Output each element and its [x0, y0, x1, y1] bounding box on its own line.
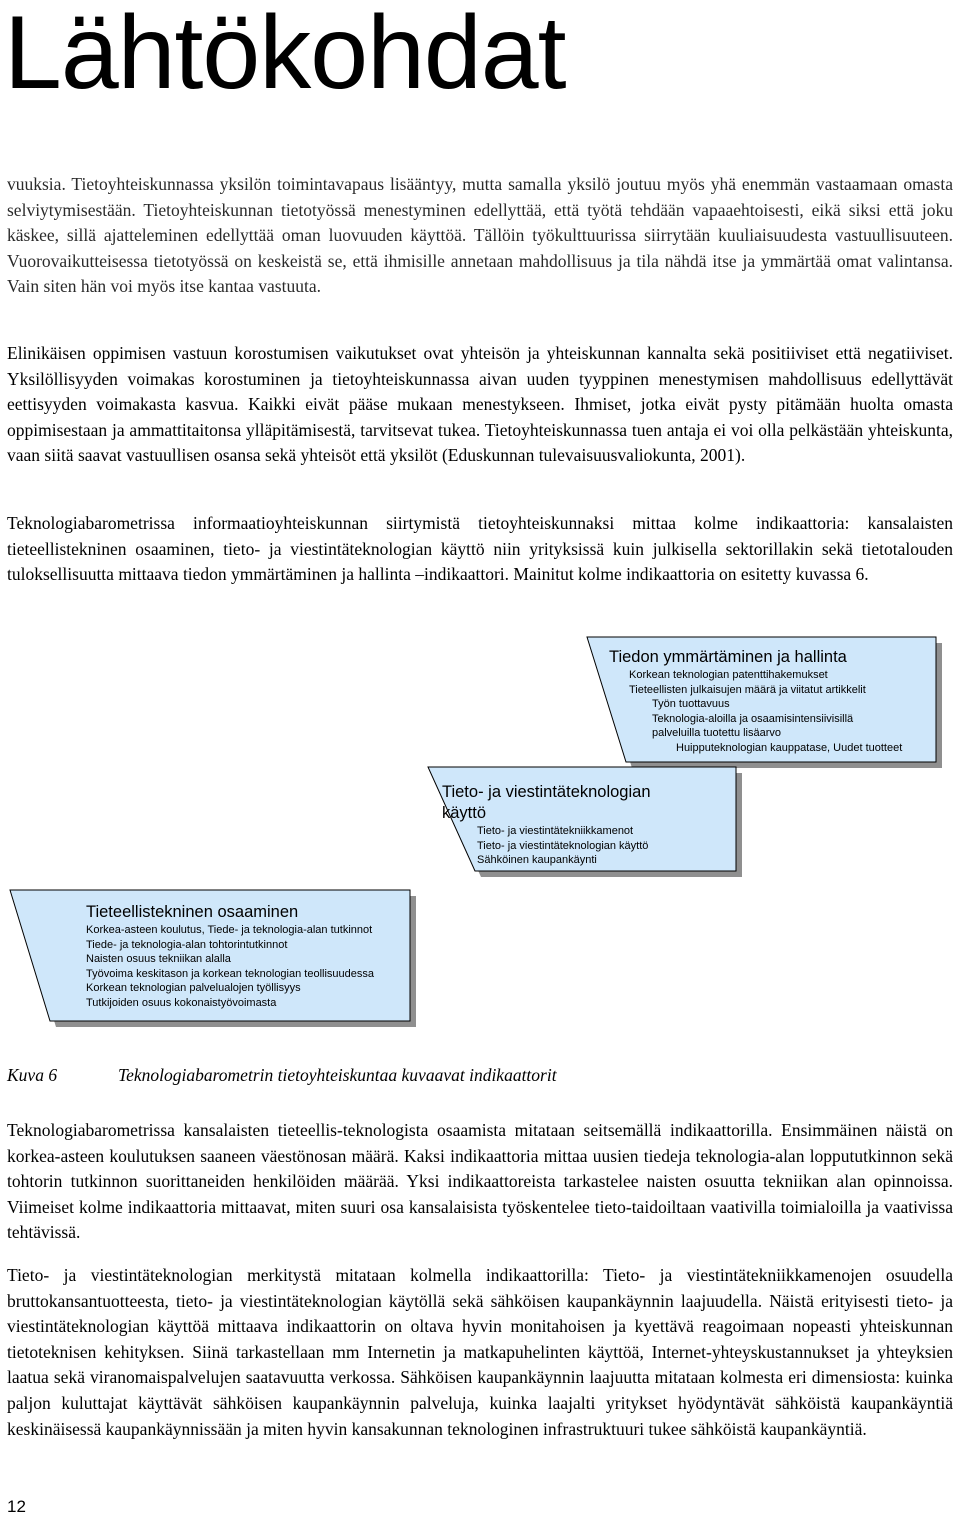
- indicator-item: Tieteellisten julkaisujen määrä ja viitatut artikkelit: [629, 683, 866, 696]
- indicator-item: Huipputeknologian kauppatase, Uudet tuotteet: [676, 741, 903, 754]
- box-understanding-title: Tiedon ymmärtäminen ja hallinta: [609, 648, 847, 666]
- indicator-item: Työvoima keskitason ja korkean teknologian teollisuudessa: [86, 967, 374, 980]
- box-competence-title: Tieteellistekninen osaaminen: [86, 903, 299, 921]
- page-number: 12: [7, 1497, 26, 1516]
- indicator-item: Teknologia-aloilla ja osaamisintensiivisillä: [652, 712, 854, 725]
- box-understanding-content: [609, 647, 902, 755]
- figure-caption-label: Kuva 6: [7, 1065, 58, 1085]
- paragraph-intro: vuuksia. Tietoyhteiskunnassa yksilön toimintavapaus lisääntyy, mutta samalla yksilö joutuu myös yhä enemmän vastaamaan omasta selviytymisestään. Tietoyhteiskunnan tietotyössä menestyminen edellyttää, että työtä tehdään vapaaehtoisesti, eikä siksi että joku käskee, sillä ajatteleminen edellyttää oman luovuuden käyttöä. Tällöin työkulttuurissa siirrytään kuuliaisuudesta vastuullisuuteen. Vuorovaikutteisessa tietotyössä on keskeistä se, että ihmisille annetaan mahdollisuus ja tila nähdä itse ja ymmärtää omat valintansa. Vain siten hän voi myös itse kantaa vastuuta.: [7, 174, 953, 297]
- page-title: Lähtökohdat: [4, 0, 566, 111]
- indicator-item: Korkean teknologian palvelualojen työllisyys: [86, 982, 301, 994]
- indicator-item: Tieto- ja viestintäteknologian käyttö: [477, 839, 649, 852]
- indicator-diagram: [0, 630, 960, 1030]
- figure-caption-text: Teknologiabarometrin tietoyhteiskuntaa kuvaavat indikaattorit: [118, 1065, 557, 1085]
- indicator-item: Sähköinen kaupankäynti: [477, 854, 597, 866]
- indicator-item: Tutkijoiden osuus kokonaistyövoimasta: [86, 996, 277, 1009]
- indicator-item: Tieto- ja viestintätekniikkamenot: [477, 825, 634, 837]
- box-ict-usage-title-line2: käyttö: [442, 804, 487, 822]
- indicator-item: Korkea-asteen koulutus, Tiede- ja teknologia-alan tutkinnot: [86, 924, 373, 936]
- indicator-item: Työn tuottavuus: [652, 698, 730, 710]
- box-ict-usage-title-line1: Tieto- ja viestintäteknologian: [442, 783, 651, 801]
- indicator-item: palveluilla tuotettu lisäarvo: [652, 727, 782, 739]
- box-ict-usage-content: [442, 782, 651, 868]
- box-competence-content: [86, 902, 374, 1010]
- paragraph-indicators: Teknologiabarometrissa informaatioyhteiskunnan siirtymistä tietoyhteiskunnaksi mittaa kolme indikaattoria: kansalaisten tieteellistekninen osaaminen, tieto- ja viestintäteknologian käyttö niin yrityksissä kuin julkisella sektorillakin sekä tietotalouden tuloksellisuutta mittaava tiedon ymmärtäminen ja hallinta –indikaattori. Mainitut kolme indikaattoria on esitetty kuvassa 6.: [7, 513, 953, 585]
- paragraph-lifelong-learning: Elinikäisen oppimisen vastuun korostumisen vaikutukset ovat yhteisön ja yhteiskunnan kannalta sekä positiiviset että negatiiviset. Yksilöllisyyden voimakas korostuminen ja tietoyhteiskunnassa aivan uuden tyyppinen menestymisen mahdollisuus edellyttävät eettisyyden voimakasta kasvua. Kaikki eivät pääse mukaan menestykseen. Ihmiset, jotka eivät pysty pitämään huolta omasta oppimisestaan ja ammattitaitonsa ylläpitämisestä, tarvitsevat tukea. Tietoyhteiskunnassa tuen antaja ei voi olla pelkästään yhteiskunta, vaan siitä saavat vastuullisen osansa sekä yhteisöt että yksilöt (Eduskunnan tulevaisuusvaliokunta, 2001).: [7, 343, 953, 466]
- paragraph-competence: Teknologiabarometrissa kansalaisten tieteellis-teknologista osaamista mitataan seitsemällä indikaattorilla. Ensimmäinen näistä on korkea-asteen koulutuksen saaneen väestönosan määrä. Kaksi indikaattoria mittaa uusien tiedeja teknologia-alan loppututkinnon sekä tohtorin tutkinnon suorittaneiden henkilöiden määrää. Yksi indikaattoreista tarkastelee naisten osuutta tekniikan alan opinnoissa. Viimeiset kolme indikaattoria mittaavat, miten suuri osa kansalaisista työskentelee tieto-taidoiltaan vaativilla toimialoilla ja vaativissa tehtävissä.: [7, 1120, 953, 1243]
- indicator-item: Korkean teknologian patenttihakemukset: [629, 669, 828, 681]
- indicator-item: Naisten osuus tekniikan alalla: [86, 953, 231, 965]
- indicator-item: Tiede- ja teknologia-alan tohtorintutkinnot: [86, 938, 288, 951]
- paragraph-ict: Tieto- ja viestintäteknologian merkitystä mitataan kolmella indikaattorilla: Tieto- ja viestintätekniikkamenojen osuudella bruttokansantuotteesta, tieto- ja viestintäteknologian käytöllä sekä sähköisen kaupankäynnin laajuudella. Näistä erityisesti tieto- ja viestintäteknologian käyttöä mittaava indikaattorin on oltava hyvin monitahoisen ja kyettävä reagoimaan nopeasti yhteiskunnan tietoteknisen kehityksen. Siinä tarkastellaan mm Internetin ja matkapuhelinten käyttöä, Internet-yhteyskustannukset ja yhteyksien laatua sekä viranomaispalvelujen saatavuutta verkossa. Sähköisen kaupankäynnin laajuutta mitataan kolmesta eri dimensiosta: kuinka paljon kuluttajat käyttävät sähköisen kaupankäynnin palveluja, kuinka laajalti yritykset hyödyntävät sähköistä kaupankäyntiä keskinäisessä kaupankäynnissään ja miten hyvin kansakunnan teknologinen infrastruktuuri tukee sähköistä kaupankäyntiä.: [7, 1265, 953, 1439]
